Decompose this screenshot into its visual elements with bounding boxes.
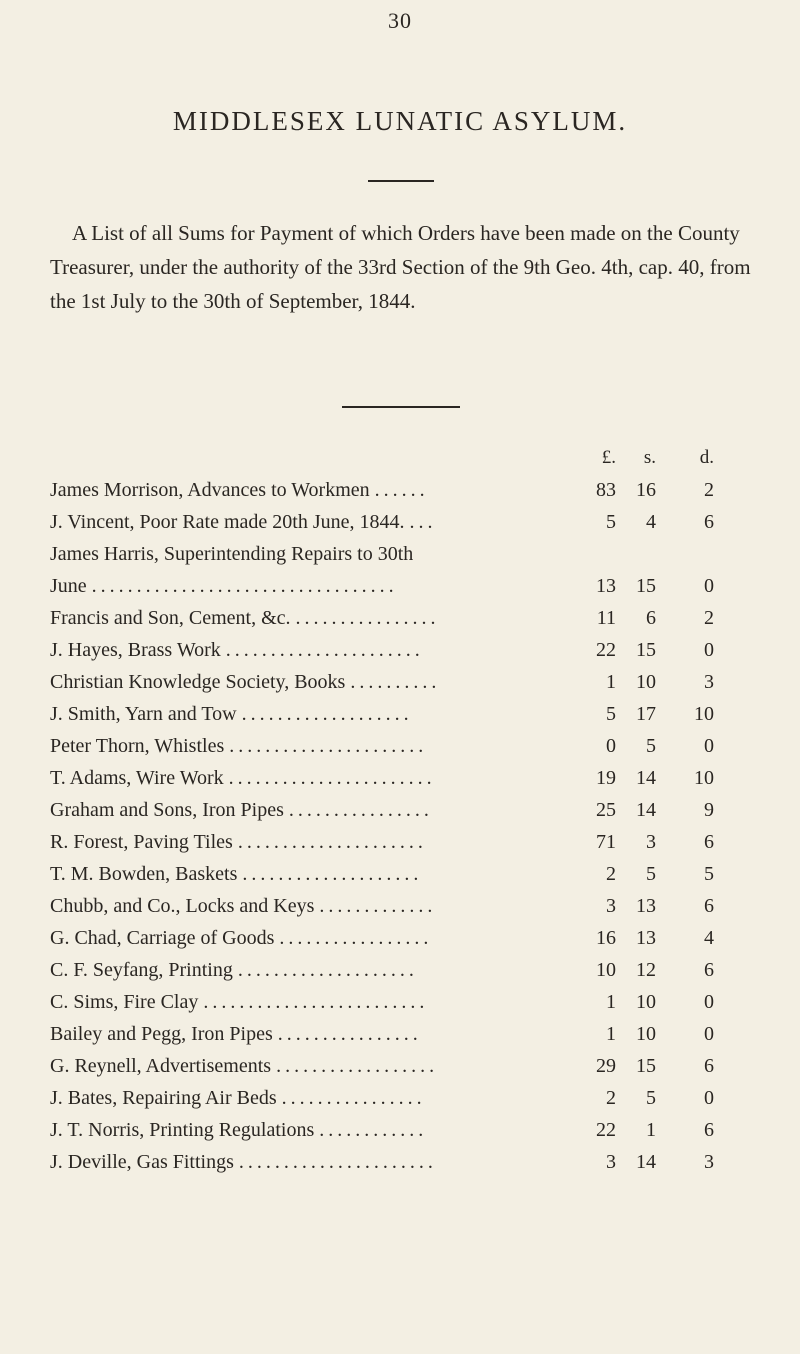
amount-pounds: 16: [596, 927, 616, 949]
table-row: [50, 602, 770, 634]
amount-pounds: 1: [606, 1023, 616, 1045]
entry-description: [50, 602, 602, 634]
table-row: [50, 634, 770, 666]
entry-description: [50, 506, 602, 538]
amount-pounds: 22: [596, 639, 616, 661]
intro-paragraph: [50, 216, 770, 318]
amount-pounds: 3: [606, 1151, 616, 1173]
amount-pence: 3: [704, 1151, 714, 1173]
amount-pence: 6: [704, 895, 714, 917]
amount-pence: 4: [704, 927, 714, 949]
leader-dots: ..................: [276, 1055, 439, 1077]
leader-dots: ......................: [225, 639, 424, 661]
amount-shillings: 14: [636, 799, 656, 821]
amount-pence: 2: [704, 607, 714, 629]
entry-payee: T. Adams, Wire Work: [50, 767, 224, 789]
entry-description: [50, 826, 602, 858]
entry-payee: James Morrison, Advances to Workmen: [50, 479, 370, 501]
entry-payee: Chubb, and Co., Locks and Keys: [50, 895, 315, 917]
amount-pence: 9: [704, 799, 714, 821]
amount-pounds: 5: [606, 703, 616, 725]
table-row: [50, 1082, 770, 1114]
amount-shillings: 14: [636, 767, 656, 789]
amount-shillings: 5: [646, 1087, 656, 1109]
table-row: [50, 538, 770, 602]
amount-pence: 0: [704, 1087, 714, 1109]
amount-shillings: 14: [636, 1151, 656, 1173]
amount-pence: 6: [704, 1119, 714, 1141]
table-row: [50, 858, 770, 890]
leader-dots: .......................: [228, 767, 436, 789]
leader-dots: .............: [319, 895, 437, 917]
leader-dots: .....................: [237, 831, 427, 853]
amount-pence: 6: [704, 831, 714, 853]
table-row: [50, 1018, 770, 1050]
intro-text: A List of all Sums for Payment of which Orders have been made on the County Treasurer, under the authority of the 33rd Section of the 9th Geo. 4th, cap. 40, from the 1st July to the 30th of September, 1844.: [50, 221, 751, 313]
pence-header: d.: [699, 447, 714, 468]
amount-pounds: 1: [606, 671, 616, 693]
amount-shillings: 6: [646, 607, 656, 629]
entry-description: [50, 1082, 602, 1114]
entry-payee: C. Sims, Fire Clay: [50, 991, 199, 1013]
entry-description: [50, 1146, 602, 1178]
leader-dots: .........................: [203, 991, 429, 1013]
amount-shillings: 13: [636, 927, 656, 949]
entry-payee: Bailey and Pegg, Iron Pipes: [50, 1023, 273, 1045]
table-row: [50, 1146, 770, 1178]
amount-pence: 6: [704, 1055, 714, 1077]
amount-pounds: 22: [596, 1119, 616, 1141]
page-number: 30: [388, 8, 412, 33]
amount-shillings: 10: [636, 671, 656, 693]
amount-pounds: 2: [606, 1087, 616, 1109]
entry-payee: Francis and Son, Cement, &c.: [50, 607, 291, 629]
amount-pounds: 2: [606, 863, 616, 885]
entry-payee: C. F. Seyfang, Printing: [50, 959, 233, 981]
amount-shillings: 16: [636, 479, 656, 501]
section-rule: [342, 406, 460, 408]
leader-dots: ..........: [350, 671, 441, 693]
amount-pence: 3: [704, 671, 714, 693]
amount-pounds: 19: [596, 767, 616, 789]
amount-shillings: 1: [646, 1119, 656, 1141]
amount-shillings: 12: [636, 959, 656, 981]
entry-description: [50, 922, 602, 954]
entry-description: [50, 1050, 602, 1082]
payments-table: [50, 442, 770, 1178]
table-row: [50, 890, 770, 922]
entry-description: [50, 538, 590, 602]
entry-description: [50, 1018, 602, 1050]
entry-payee: J. Hayes, Brass Work: [50, 639, 221, 661]
amount-shillings: 17: [636, 703, 656, 725]
leader-dots: ...: [409, 511, 437, 533]
amount-pounds: 0: [606, 735, 616, 757]
amount-shillings: 3: [646, 831, 656, 853]
entry-payee: J. Bates, Repairing Air Beds: [50, 1087, 277, 1109]
amount-shillings: 15: [636, 639, 656, 661]
table-row: [50, 922, 770, 954]
amount-shillings: 10: [636, 1023, 656, 1045]
entry-payee: T. M. Bowden, Baskets: [50, 863, 238, 885]
leader-dots: ....................: [242, 863, 423, 885]
table-row: [50, 506, 770, 538]
entry-description: [50, 794, 602, 826]
amount-pounds: 5: [606, 511, 616, 533]
title-rule: [368, 180, 434, 182]
amount-shillings: 15: [636, 1055, 656, 1077]
entry-payee: Christian Knowledge Society, Books: [50, 671, 346, 693]
leader-dots: ............: [319, 1119, 428, 1141]
leader-dots: ....................: [237, 959, 418, 981]
amount-pence: 5: [704, 863, 714, 885]
table-row: [50, 730, 770, 762]
table-row: [50, 826, 770, 858]
amount-pounds: 3: [606, 895, 616, 917]
entry-payee: J. T. Norris, Printing Regulations: [50, 1119, 315, 1141]
leader-dots: ......................: [229, 735, 428, 757]
entry-payee: G. Reynell, Advertisements: [50, 1055, 272, 1077]
table-row: [50, 762, 770, 794]
leader-dots: ................: [288, 799, 433, 821]
leader-dots: ................: [277, 1023, 422, 1045]
amount-pounds: 71: [596, 831, 616, 853]
amount-pounds: 11: [596, 607, 616, 629]
entry-description: [50, 666, 602, 698]
amount-pence: 0: [704, 1023, 714, 1045]
amount-pence: 10: [694, 703, 714, 725]
entry-payee: R. Forest, Paving Tiles: [50, 831, 233, 853]
table-row: [50, 986, 770, 1018]
entry-description: [50, 890, 602, 922]
amount-pence: 2: [704, 479, 714, 501]
amount-pounds: 83: [596, 479, 616, 501]
entry-payee: J. Vincent, Poor Rate made 20th June, 1844.: [50, 511, 405, 533]
amount-shillings: 13: [636, 895, 656, 917]
entry-description: [50, 954, 602, 986]
table-row: [50, 698, 770, 730]
table-row: [50, 1050, 770, 1082]
amount-shillings: 4: [646, 511, 656, 533]
leader-dots: ...................: [241, 703, 413, 725]
leader-dots: ......................: [238, 1151, 437, 1173]
entry-payee: Graham and Sons, Iron Pipes: [50, 799, 284, 821]
entry-payee: Peter Thorn, Whistles: [50, 735, 225, 757]
entry-payee: James Harris, Superintending Repairs to 30th: [50, 543, 414, 565]
amount-pounds: 29: [596, 1055, 616, 1077]
leader-dots: ......: [374, 479, 429, 501]
entry-payee: J. Deville, Gas Fittings: [50, 1151, 234, 1173]
amount-shillings: 5: [646, 735, 656, 757]
entry-description: [50, 730, 602, 762]
entry-payee-continued: June: [50, 575, 87, 597]
amount-pence: 0: [704, 991, 714, 1013]
amount-pence: 0: [704, 735, 714, 757]
amount-shillings: 10: [636, 991, 656, 1013]
entry-description: [50, 858, 602, 890]
entry-description: [50, 698, 602, 730]
table-row: [50, 1114, 770, 1146]
entry-description: [50, 1114, 602, 1146]
amount-pence: 6: [704, 511, 714, 533]
amount-pence: 0: [704, 575, 714, 597]
amount-pounds: 1: [606, 991, 616, 1013]
leader-dots: .................: [279, 927, 433, 949]
table-row: [50, 794, 770, 826]
entry-description: [50, 474, 602, 506]
column-headers: [50, 442, 770, 474]
amount-pounds: 25: [596, 799, 616, 821]
amount-pounds: 10: [596, 959, 616, 981]
entry-description: [50, 634, 602, 666]
entry-description: [50, 762, 602, 794]
pounds-header: £.: [601, 447, 616, 468]
leader-dots: ................: [281, 1087, 426, 1109]
amount-shillings: 5: [646, 863, 656, 885]
entry-payee: J. Smith, Yarn and Tow: [50, 703, 237, 725]
page-title: MIDDLESEX LUNATIC ASYLUM.: [172, 106, 628, 136]
table-row: [50, 954, 770, 986]
amount-pence: 0: [704, 639, 714, 661]
leader-dots: ..................................: [91, 575, 398, 597]
amount-pounds: 13: [596, 575, 616, 597]
entry-payee: G. Chad, Carriage of Goods: [50, 927, 275, 949]
amount-shillings: 15: [636, 575, 656, 597]
shillings-header: s.: [643, 447, 656, 468]
leader-dots: ................: [295, 607, 440, 629]
table-row: [50, 474, 770, 506]
amount-pence: 6: [704, 959, 714, 981]
entry-description: [50, 986, 602, 1018]
table-row: [50, 666, 770, 698]
amount-pence: 10: [694, 767, 714, 789]
